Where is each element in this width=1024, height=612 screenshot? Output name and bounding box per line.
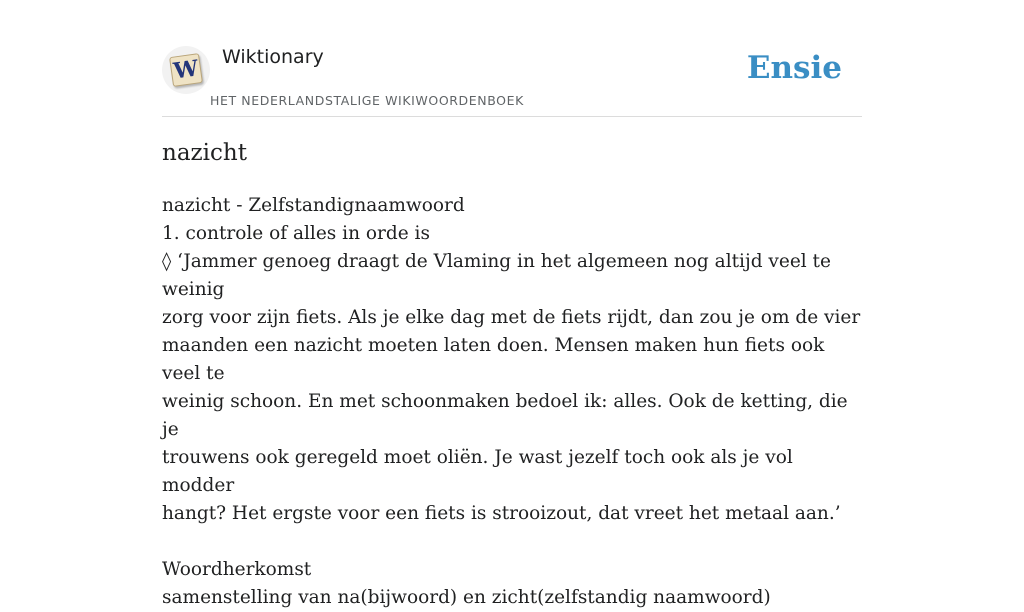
example-line: ◊ ‘Jammer genoeg draagt de Vlaming in het algemeen nog altijd veel te weinig: [162, 251, 831, 300]
etymology-heading: Woordherkomst: [162, 559, 312, 580]
entry-content: [162, 192, 862, 612]
page-title: nazicht: [162, 140, 247, 166]
site-subtitle: HET NEDERLANDSTALIGE WIKIWOORDENBOEK: [210, 93, 524, 108]
site-title[interactable]: Wiktionary: [222, 46, 324, 68]
header: [162, 0, 862, 117]
spacer: [162, 528, 862, 556]
entry-heading: nazicht - Zelfstandignaamwoord: [162, 195, 465, 216]
wiktionary-logo[interactable]: [162, 46, 210, 94]
example-line: maanden een nazicht moeten laten doen. Mensen maken hun fiets ook veel te: [162, 335, 825, 384]
example-line: trouwens ook geregeld moet oliën. Je wast jezelf toch ook als je vol modder: [162, 447, 793, 496]
page: [162, 0, 862, 608]
example-line: weinig schoon. En met schoonmaken bedoel ik: alles. Ook de ketting, die je: [162, 391, 848, 440]
definition: 1. controle of alles in orde is: [162, 223, 430, 244]
example-line: hangt? Het ergste voor een fiets is strooizout, dat vreet het metaal aan.’: [162, 503, 841, 524]
example-line: zorg voor zijn fiets. Als je elke dag met de fiets rijdt, dan zou je om de vier: [162, 307, 861, 328]
etymology-text: samenstelling van na(bijwoord) en zicht(zelfstandig naamwoord): [162, 587, 771, 608]
ensie-brand-link[interactable]: Ensie: [746, 50, 842, 86]
wiktionary-logo-icon: W: [169, 53, 203, 87]
